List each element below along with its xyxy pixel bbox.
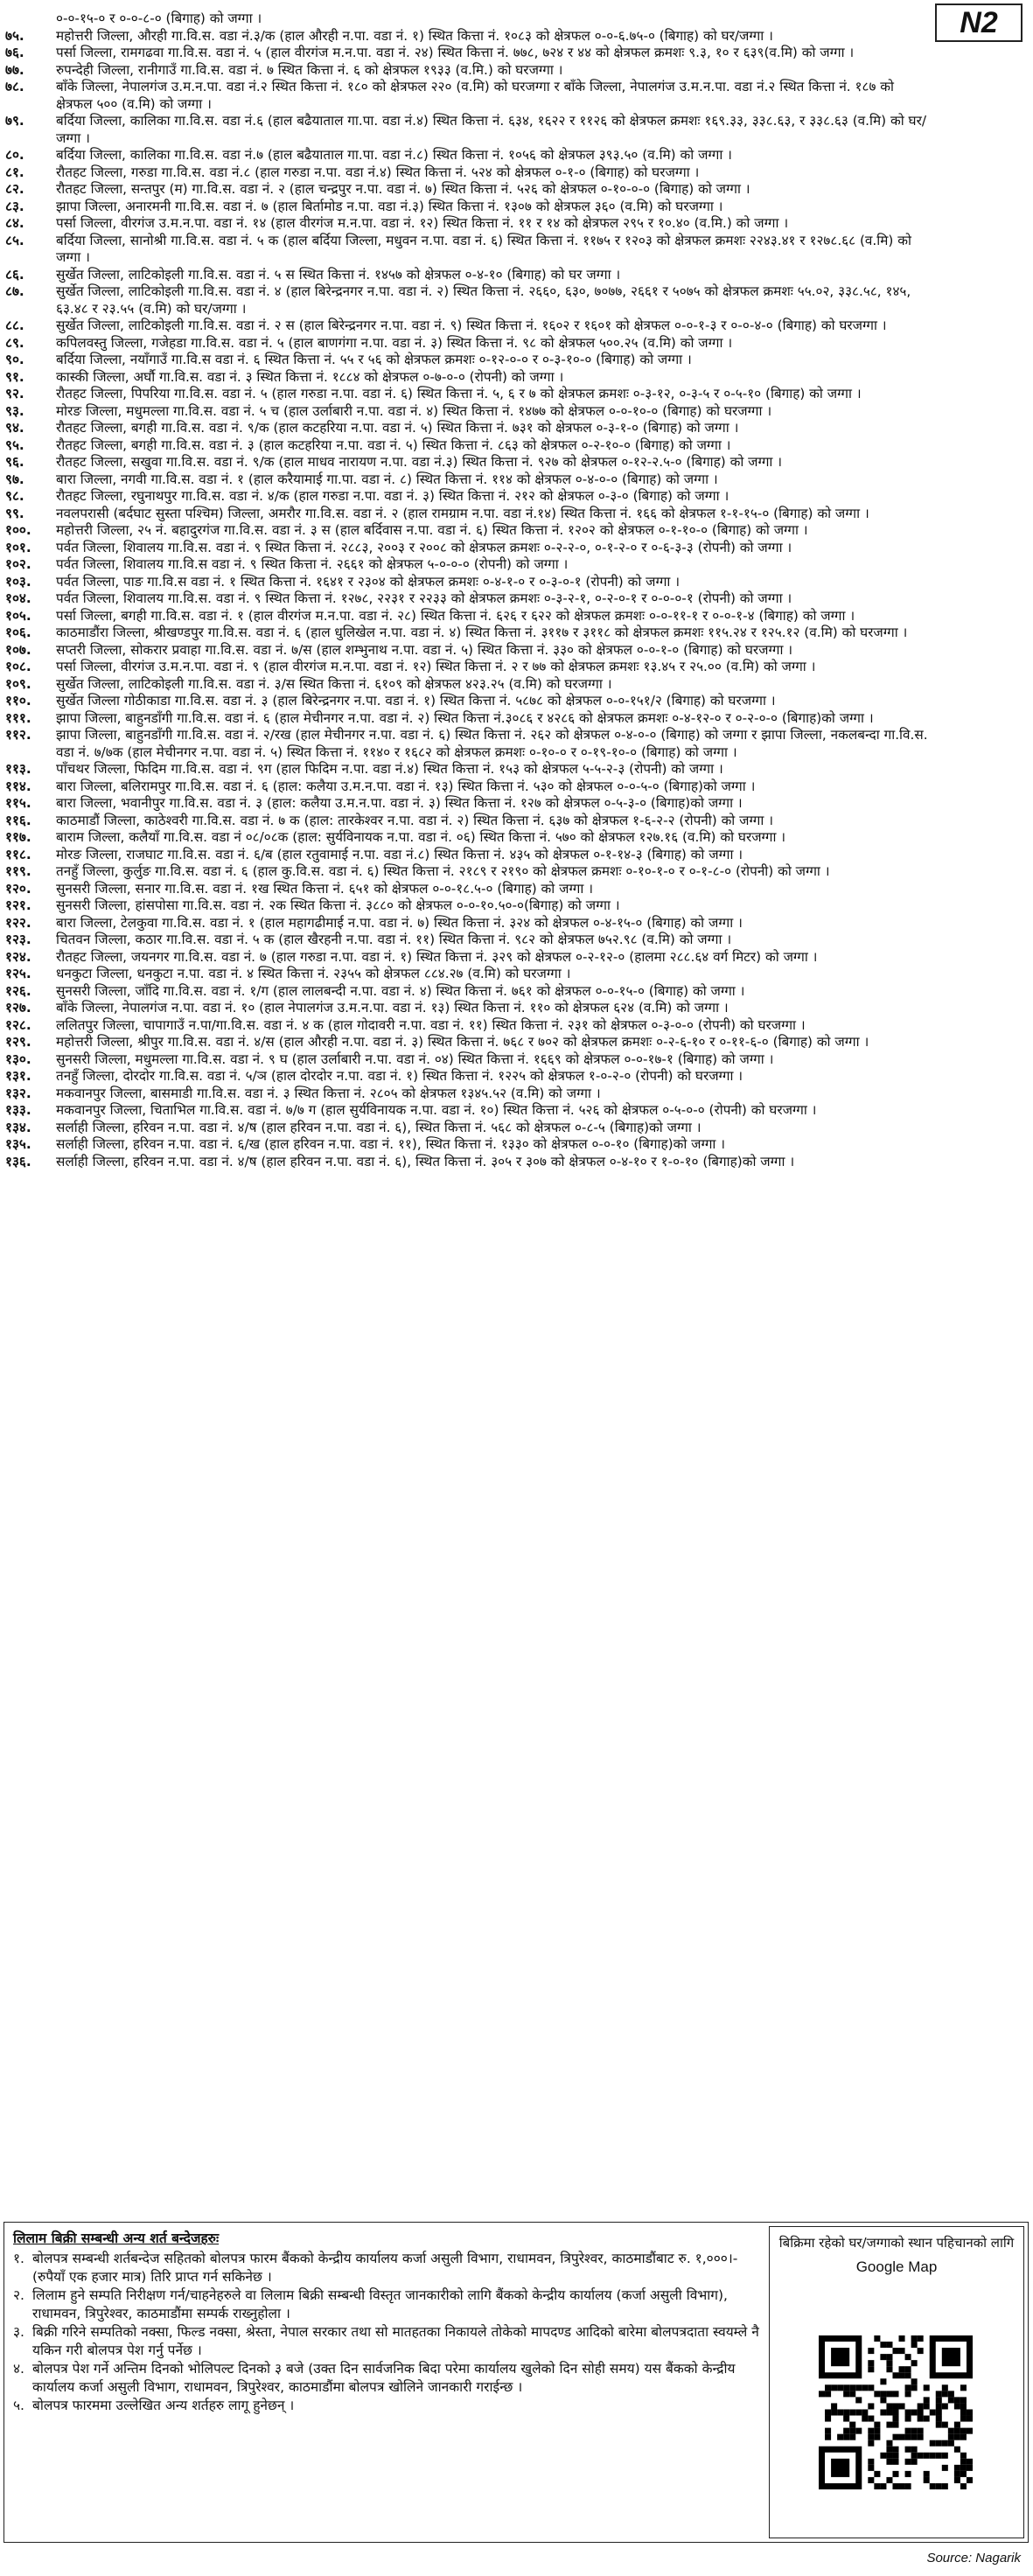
item-number: ८२.: [5, 181, 24, 197]
item-number: १२५.: [5, 966, 31, 981]
terms-box: [3, 2222, 1029, 2543]
item-text: सर्लाही जिल्ला, हरिवन न.पा. वडा नं. ४/ष (हाल हरिवन न.पा. वडा नं. ६), स्थित कित्ता नं. ५६८ को क्षेत्रफल ०-८-५ (बिगाह)को जग्गा ।: [56, 1119, 701, 1135]
list-item: [5, 897, 932, 915]
term-item: [13, 2397, 765, 2415]
item-number: [5, 10, 56, 28]
list-item: [5, 471, 932, 489]
item-text: बर्दिया जिल्ला, कालिका गा.वि.स. वडा नं.७ (हाल बढैयाताल गा.पा. वडा नं.८) स्थित कित्ता नं. १०५६ को क्षेत्रफल ३९३.५० (व.मि) को जग्गा ।: [56, 147, 732, 163]
item-number: ९९.: [5, 505, 24, 521]
item-number: ९७.: [5, 471, 24, 487]
item-number: १३१.: [5, 1068, 31, 1084]
list-item: [5, 949, 932, 967]
item-text: सुर्खेत जिल्ला, लाटिकोइली गा.वि.स. वडा नं. २ स (हाल बिरेन्द्रनगर न.पा. वडा नं. ९) स्थित कित्ता नं. १६०२ र १६०१ को क्षेत्रफल ०-०-१-३ र ०-०-४-० (बिगाह) को घरजग्गा ।: [56, 318, 887, 333]
list-item: [5, 983, 932, 1001]
list-item: [5, 881, 932, 898]
item-text: रौतहट जिल्ला, जयनगर गा.वि.स. वडा नं. ७ (हाल गरुडा न.पा. वडा नं. १) स्थित कित्ता नं. ३२९ को क्षेत्रफल ०-२-१२-० (हालमा २८८.६४ वर्ग मिटर) को जग्गा ।: [56, 948, 818, 965]
item-number: ७९.: [5, 113, 24, 129]
item-number: १३२.: [5, 1085, 31, 1101]
list-item: [5, 1120, 932, 1137]
item-text: मोरङ जिल्ला, मधुमल्ला गा.वि.स. वडा नं. ५ च (हाल उर्लाबारी न.पा. वडा नं. ४) स्थित कित्ता नं. १४७७ को क्षेत्रफल ०-०-१०-० (बिगाह) को घरजग्गा ।: [56, 402, 772, 419]
list-item: [5, 693, 932, 710]
item-number: ८९.: [5, 334, 24, 351]
item-number: ८४.: [5, 215, 24, 231]
list-item: [5, 590, 932, 608]
item-text: बर्दिया जिल्ला, नयाँगाउँ गा.वि.स वडा नं. ६ स्थित कित्ता नं. ५५ र ५६ को क्षेत्रफल क्रमशः ०-१२-०-० र ०-३-१०-० (बिगाह) को जग्गा ।: [56, 352, 692, 367]
item-text: रौतहट जिल्ला, रघुनाथपुर गा.वि.स. वडा नं. ४/क (हाल गरुडा न.पा. वडा नं. ३) स्थित कित्ता नं. २१२ को क्षेत्रफल ०-३-० (बिगाह) को जग्गा ।: [56, 488, 729, 504]
item-text: झापा जिल्ला, बाहुनडाँगी गा.वि.स. वडा नं. ६ (हाल मेचीनगर न.पा. वडा नं. २) स्थित कित्ता नं.३०८६ र ४२८६ को क्षेत्रफल क्रमशः ०-४-१२-० र ०-२-०-० (बिगाह)को जग्गा ।: [56, 709, 874, 726]
item-text: बाराम जिल्ला, कलैयाँ गा.वि.स. वडा नं ०८/०८क (हाल: सुर्यविनायक न.पा. वडा नं. ०६) स्थित कित्ता नं. ५७० को क्षेत्रफल १२७.१६ (व.मि) को घरजग्गा ।: [56, 829, 786, 845]
item-text: सुर्खेत जिल्ला गोठीकाडा गा.वि.स. वडा नं. ३ (हाल बिरेन्द्रनगर न.पा. वडा नं. १) स्थित कित्ता नं. ५८७८ को क्षेत्रफल ०-०-१५१/२ (बिगाह) को घरजग्गा ।: [56, 693, 776, 709]
item-text: बारा जिल्ला, नगवी गा.वि.स. वडा नं. १ (हाल करैयामाई गा.पा. वडा नं. ८) स्थित कित्ता नं. ११४ को क्षेत्रफल ०-४-०-० (बिगाह) को जग्गा ।: [56, 471, 718, 487]
item-text: रौतहट जिल्ला, गरुडा गा.वि.स. वडा नं.८ (हाल गरुडा न.पा. वडा नं.४) स्थित कित्ता नं. ५२४ को क्षेत्रफल ०-१-० (बिगाह) को घरजग्गा ।: [56, 164, 700, 180]
item-text: धनकुटा जिल्ला, धनकुटा न.पा. वडा नं. ४ स्थित कित्ता नं. २३५५ को क्षेत्रफल ८८४.२७ (व.मि) को घरजग्गा ।: [56, 966, 571, 981]
list-item: [5, 1051, 932, 1069]
page-badge: N2: [935, 3, 1023, 42]
item-text: पर्सा जिल्ला, बगही गा.वि.स. वडा नं. १ (हाल वीरगंज म.न.पा. वडा नं. २८) स्थित कित्ता नं. ६२६ र ६२२ को क्षेत्रफल क्रमशः ०-०-११-१ र ०-०-१-४ (बिगाह) को जग्गा ।: [56, 607, 855, 624]
item-number: १३४.: [5, 1119, 31, 1135]
terms-list: [13, 2250, 765, 2415]
list-item: [5, 540, 932, 557]
term-number: २.: [13, 2287, 24, 2303]
term-number: ४.: [13, 2361, 24, 2377]
item-number: १२८.: [5, 1016, 31, 1033]
item-number: १००.: [5, 522, 31, 538]
qr-code-icon[interactable]: [819, 2335, 973, 2489]
list-item: [5, 506, 932, 523]
list-item: [5, 847, 932, 864]
list-item: [5, 199, 932, 216]
item-number: १११.: [5, 709, 31, 726]
list-item: [5, 710, 932, 728]
list-item: [5, 215, 932, 233]
term-item: [13, 2286, 765, 2323]
item-number: ११२.: [5, 727, 31, 743]
item-number: १०२.: [5, 556, 31, 572]
list-item: [5, 181, 932, 199]
item-number: ८१.: [5, 164, 24, 180]
item-text: कपिलवस्तु जिल्ला, गजेहडा गा.वि.स. वडा नं. ५ (हाल बाणगंगा न.पा. वडा नं. ३) स्थित कित्ता नं. ९८ को क्षेत्रफल ५००.२५ (व.मि) को जग्गा ।: [56, 334, 733, 351]
item-text: रौतहट जिल्ला, बगही गा.वि.स. वडा नं. ९/क (हाल कटहरिया न.पा. वडा नं. ५) स्थित कित्ता नं. ७३१ को क्षेत्रफल ०-३-१-० (बिगाह) को जग्गा ।: [56, 420, 739, 436]
list-item: [5, 829, 932, 847]
item-number: ११०.: [5, 693, 31, 709]
item-number: ७७.: [5, 61, 24, 78]
item-text: रौतहट जिल्ला, सन्तपुर (म) गा.वि.स. वडा नं. २ (हाल चन्द्रपुर न.पा. वडा नं. ७) स्थित कित्ता नं. ५२६ को क्षेत्रफल ०-१०-०-० (बिगाह) को जग्गा ।: [56, 181, 750, 197]
item-text: रौतहट जिल्ला, बगही गा.वि.स. वडा नं. ३ (हाल कटहरिया न.पा. वडा नं. ५) स्थित कित्ता नं. ८६३ को क्षेत्रफल ०-२-१०-० (बिगाह) को जग्गा ।: [56, 436, 731, 453]
term-text: बोलपत्र पेश गर्ने अन्तिम दिनको भोलिपल्ट दिनको ३ बजे (उक्त दिन सार्वजनिक बिदा परेमा कार्यालय खुलेको दिन सोही समय) यस बैंकको केन्द्रीय कार्यालय कर्जा असुली विभाग, राधामवन, त्रिपुरेश्वर, काठमाडौंमा बोलपत्र खोलिने जानकारी गराईन्छ ।: [32, 2361, 736, 2395]
item-text: सुर्खेत जिल्ला, लाटिकोइली गा.वि.स. वडा नं. ५ स स्थित कित्ता नं. १४५७ को क्षेत्रफल ०-४-१० (बिगाह) को घर जग्गा ।: [56, 266, 621, 283]
item-text: पर्वत जिल्ला, पाङ गा.वि.स वडा नं. १ स्थित कित्ता नं. १६४१ र २३०४ को क्षेत्रफल क्रमशः ०-४-१-० र ०-३-०-१ (रोपनी) को जग्गा ।: [56, 573, 681, 590]
list-item: [5, 1017, 932, 1035]
list-item: [5, 761, 932, 778]
item-text: सुर्खेत जिल्ला, लाटिकोइली गा.वि.स. वडा नं. ३/स स्थित कित्ता नं. ६१०९ को क्षेत्रफल ४२३.२५ (व.मि) को घरजग्गा ।: [56, 675, 612, 692]
list-item: [5, 335, 932, 353]
item-number: १३०.: [5, 1051, 31, 1067]
terms-title: लिलाम बिक्री सम्बन्धी अन्य शर्त बन्देजहरुः: [13, 2230, 220, 2246]
item-text: नवलपरासी (बर्दघाट सुस्ता पश्चिम) जिल्ला, अमरौर गा.वि.स. वडा नं. २ (हाल रामग्राम न.पा. वडा नं.१४) स्थित कित्ता नं. १६६ को क्षेत्रफल १-१-१५-० (बिगाह) को जग्गा ।: [56, 505, 869, 521]
list-item: [5, 1034, 932, 1051]
item-text: तनहुँ जिल्ला, दोरदोर गा.वि.स. वडा नं. ५/ञ (हाल दोरदोर न.पा. वडा नं. १) स्थित कित्ता नं. १२२५ को क्षेत्रफल १-०-२-० (रोपनी) को घरजग्गा ।: [56, 1068, 743, 1084]
term-number: १.: [13, 2251, 24, 2266]
list-item: [5, 1136, 932, 1154]
item-text: मोरङ जिल्ला, राजघाट गा.वि.स. वडा नं. ६/ब (हाल रतुवामाई न.पा. वडा नं.८) स्थित कित्ता नं. ४३५ को क्षेत्रफल ०-१-१४-३ (बिगाह) को जग्गा ।: [56, 846, 743, 862]
qr-instruction: बिक्रिमा रहेको घर/जग्गाको स्थान पहिचानको लागि: [778, 2235, 1015, 2251]
term-text: बोलपत्र सम्बन्धी शर्तबन्देज सहितको बोलपत्र फारम बैंकको केन्द्रीय कार्यालय कर्जा असुली विभाग, राधामवन, त्रिपुरेश्वर, काठमाडौंबाट रु. १,०००।- (रुपैयाँ एक हजार मात्र) तिरि प्राप्त गर्न सकिनेछ ।: [32, 2251, 738, 2285]
item-text: सुनसरी जिल्ला, जाँदि गा.वि.स. वडा नं. १/ग (हाल लालबन्दी न.पा. वडा नं. ४) स्थित कित्ता नं. ७६१ को क्षेत्रफल ०-०-१५-० (बिगाह) को जग्गा ।: [56, 982, 745, 999]
item-number: १३३.: [5, 1102, 31, 1118]
item-text: सप्तरी जिल्ला, सोकरार प्रवाहा गा.वि.स. वडा नं. ७/स (हाल शम्भुनाथ न.पा. वडा नं. ५) स्थित कित्ता नं. ३३० को क्षेत्रफल ०-०-१-० (बिगाह) को घरजग्गा ।: [56, 641, 793, 658]
item-number: ९४.: [5, 420, 24, 436]
item-text: काठमाडौंरा जिल्ला, श्रीखण्डपुर गा.वि.स. वडा नं. ६ (हाल धुलिखेल न.पा. वडा नं. ४) स्थित कित्ता नं. ३११७ र ३११८ को क्षेत्रफल क्रमशः ११५.२४ र १२५.१२ (व.मि) को घरजग्गा ।: [56, 625, 908, 640]
item-text: सर्लाही जिल्ला, हरिवन न.पा. वडा नं. ४/ष (हाल हरिवन न.पा. वडा नं. ६), स्थित कित्ता नं. ३०५ र ३०७ को क्षेत्रफल ०-४-१० र १-०-१० (बिगाह)को जग्गा ।: [56, 1153, 795, 1169]
list-item: [5, 386, 932, 403]
item-text: बाँके जिल्ला, नेपालगंज न.पा. वडा नं. १० (हाल नेपालगंज उ.म.न.पा. वडा नं. १३) स्थित कित्ता नं. ११० को क्षेत्रफल ६२४ (व.मि) को जग्गा ।: [56, 1000, 729, 1016]
item-number: ८७.: [5, 283, 24, 299]
item-number: ७८.: [5, 79, 24, 94]
item-text: बर्दिया जिल्ला, सानोश्री गा.वि.स. वडा नं. ५ क (हाल बर्दिया जिल्ला, मधुवन न.पा. वडा नं. ६) स्थित कित्ता नं. ११७५ र १२०३ को क्षेत्रफल क्रमशः २२४३.४१ र १२७८.६८ (व.मि) को जग्गा ।: [56, 232, 911, 265]
item-number: १०९.: [5, 675, 31, 692]
item-number: ११४.: [5, 778, 31, 794]
list-item: [5, 437, 932, 455]
item-text: तनहुँ जिल्ला, कुर्लुङ गा.वि.स. वडा नं. ६ (हाल कु.वि.स. वडा नं. ६) स्थित कित्ता नं. २१८९ र २१९० को क्षेत्रफल क्रमशः ०-१०-१-० र ०-१-८-० (रोपनी) को जग्गा ।: [56, 863, 830, 879]
item-number: ९१.: [5, 368, 24, 385]
item-number: १०५.: [5, 607, 31, 624]
item-number: ११६.: [5, 812, 31, 828]
list-item: [5, 915, 932, 932]
item-number: १०८.: [5, 659, 31, 674]
item-text: मकवानपुर जिल्ला, बासमाडी गा.वि.स. वडा नं. ३ स्थित कित्ता नं. २८०५ को क्षेत्रफल १३४५.५२ (व.मि) को जग्गा ।: [56, 1085, 601, 1101]
item-text: बर्दिया जिल्ला, कालिका गा.वि.स. वडा नं.६ (हाल बढैयाताल गा.पा. वडा नं.४) स्थित कित्ता नं. ६३४, १६२२ र ११२६ को क्षेत्रफल क्रमशः १६९.३३, ३३८.६३, र ३३८.६३ (व.मि) को घर/जग्गा ।: [56, 113, 927, 146]
list-item: [5, 369, 932, 387]
list-item: [5, 608, 932, 625]
item-number: ८६.: [5, 266, 24, 283]
list-item: [5, 10, 932, 28]
item-text: रौतहट जिल्ला, सखुवा गा.वि.स. वडा नं. ९/क (हाल माधव नारायण न.पा. वडा नं.३) स्थित कित्ता नं. ९२७ को क्षेत्रफल ०-१२-२.५-० (बिगाह) को जग्गा ।: [56, 454, 783, 470]
source-credit: Source: Nagarik: [926, 2551, 1021, 2566]
qr-panel: [769, 2226, 1024, 2538]
list-item: [5, 522, 932, 540]
item-text: पर्सा जिल्ला, वीरगंज उ.म.न.पा. वडा नं. ९ (हाल वीरगंज म.न.पा. वडा नं. १२) स्थित कित्ता नं. २ र ७७ को क्षेत्रफल क्रमशः १३.४५ र २५.०० (व.मि) को जग्गा ।: [56, 659, 816, 674]
item-text: बारा जिल्ला, बलिरामपुर गा.वि.स. वडा नं. ६ (हाल: कलैया उ.म.न.पा. वडा नं. १३) स्थित कित्ता नं. ५३० को क्षेत्रफल ०-०-५-० (बिगाह)को जग्गा ।: [56, 778, 756, 794]
item-text: पाँचथर जिल्ला, फिदिम गा.वि.स. वडा नं. ९ग (हाल फिदिम न.पा. वडा नं.४) स्थित कित्ता नं. १५३ को क्षेत्रफल ५-५-२-३ (रोपनी) को जग्गा ।: [56, 761, 723, 777]
item-text: पर्सा जिल्ला, रामगढवा गा.वि.स. वडा नं. ५ (हाल वीरगंज म.न.पा. वडा नं. २४) स्थित कित्ता नं. ७७८, ७२४ र ४४ को क्षेत्रफल क्रमशः ९.३, १० र ६३९(व.मि) को जग्गा ।: [56, 45, 855, 60]
list-item: [5, 727, 932, 761]
list-item: [5, 403, 932, 421]
list-item: [5, 113, 932, 147]
item-text: सुर्खेत जिल्ला, लाटिकोइली गा.वि.स. वडा नं. ४ (हाल बिरेन्द्रनगर न.पा. वडा नं. २) स्थित कित्ता नं. २६६०, ६३०, ७०७७, २६६१ र ५०७५ को क्षेत्रफल क्रमशः ५५.०२, ३३८.५८, १४५, ६३.४८ र २३.५५ (व.मि) को घर/जग्गा ।: [56, 283, 911, 317]
item-text: झापा जिल्ला, बाहुनडाँगी गा.वि.स. वडा नं. २/रख (हाल मेचीनगर न.पा. वडा नं. ६) स्थित कित्ता नं. २६२ को क्षेत्रफल ०-४-०-० (बिगाह) को जग्गा र झापा जिल्ला, नकलबन्दा गा.वि.स. वडा नं. ७/७क (हाल मेचीनगर न.पा. वडा नं. ५) स्थित कित्ता नं. ११४० र १६८२ को क्षेत्रफल क्रमशः ०-१०-० र ०-१९-१०-० (बिगाह) को जग्गा ।: [56, 727, 928, 760]
item-number: १२४.: [5, 948, 31, 965]
term-text: बिक्री गरिने सम्पतिको नक्सा, फिल्ड नक्सा, श्रेस्ता, नेपाल सरकार तथा सो मातहतका निकायले तोकेको मापदण्ड आदिको बारेमा बोलपत्रदाता स्वयम्ले नै यकिन गरी बोलपत्र पेश गर्नु पर्नेछ ।: [32, 2324, 759, 2358]
list-item: [5, 556, 932, 574]
item-number: ९६.: [5, 454, 24, 470]
item-text: चितवन जिल्ला, कठार गा.वि.स. वडा नं. ५ क (हाल खैरहनी न.पा. वडा नं. ११) स्थित कित्ता नं. ९८२ को क्षेत्रफल ७५२.९८ (व.मि) को जग्गा ।: [56, 932, 732, 947]
item-number: ९३.: [5, 402, 24, 419]
item-number: ८३.: [5, 198, 24, 214]
item-text: रुपन्देही जिल्ला, रानीगाउँ गा.वि.स. वडा नं. ७ स्थित कित्ता नं. ६ को क्षेत्रफल १९३३ (व.मि.) को घरजग्गा ।: [56, 61, 563, 78]
list-item: [5, 283, 932, 318]
item-number: ७६.: [5, 45, 24, 60]
item-number: १२६.: [5, 982, 31, 999]
item-number: ८०.: [5, 147, 24, 163]
term-number: ५.: [13, 2398, 24, 2413]
item-number: ८८.: [5, 318, 24, 333]
list-item: [5, 79, 932, 113]
list-item: [5, 164, 932, 182]
item-text: सुनसरी जिल्ला, सनार गा.वि.स. वडा नं. १ख स्थित कित्ता नं. ६५१ को क्षेत्रफल ०-०-१८.५-० (बिगाह) को जग्गा ।: [56, 880, 593, 897]
list-item: [5, 45, 932, 62]
item-text: महोत्तरी जिल्ला, २५ नं. बहादुरगंज गा.वि.स. वडा नं. ३ स (हाल बर्दिवास न.पा. वडा नं. ६) स्थित कित्ता नं. १२०२ को क्षेत्रफल ०-१-१०-० (बिगाह) को जग्गा ।: [56, 522, 808, 538]
item-text: झापा जिल्ला, अनारमनी गा.वि.स. वडा नं. ७ (हाल बिर्तामोड न.पा. वडा नं.३) स्थित कित्ता नं. १३०७ को क्षेत्रफल ३६० (व.मि) को घरजग्गा ।: [56, 198, 723, 214]
list-item: [5, 642, 932, 660]
list-item: [5, 28, 932, 45]
item-number: १२०.: [5, 880, 31, 897]
item-number: १०६.: [5, 625, 31, 640]
item-number: ११८.: [5, 846, 31, 862]
term-item: [13, 2360, 765, 2397]
item-number: ९२.: [5, 386, 24, 401]
item-number: १०१.: [5, 539, 31, 555]
list-item: [5, 659, 932, 676]
item-number: १२७.: [5, 1000, 31, 1016]
item-number: १२१.: [5, 897, 31, 913]
item-text: महोत्तरी जिल्ला, श्रीपुर गा.वि.स. वडा नं. ४/स (हाल औरही न.पा. वडा नं. ३) स्थित कित्ता नं. ७६८ र ७०२ को क्षेत्रफल क्रमशः ०-२-६-१० र ०-११-६-० (बिगाह) को जग्गा ।: [56, 1034, 869, 1050]
list-item: [5, 318, 932, 335]
item-number: १३५.: [5, 1136, 31, 1152]
term-item: [13, 2323, 765, 2360]
item-text: बाँके जिल्ला, नेपालगंज उ.म.न.पा. वडा नं.२ स्थित कित्ता नं. १८० को क्षेत्रफल २२० (व.मि) को घरजग्गा र बाँके जिल्ला, नेपालगंज उ.म.न.पा. वडा नं.२ स्थित कित्ता नं. १८७ को क्षेत्रफल ५०० (व.मि) को जग्गा ।: [56, 79, 894, 112]
list-item: [5, 267, 932, 284]
list-item: [5, 966, 932, 983]
list-item: [5, 1102, 932, 1120]
list-item: [5, 1086, 932, 1103]
item-number: १२३.: [5, 932, 31, 947]
list-item: [5, 625, 932, 642]
item-text: बारा जिल्ला, भवानीपुर गा.वि.स. वडा नं. ३ (हाल: कलैया उ.म.न.पा. वडा नं. ३) स्थित कित्ता नं. १२७ को क्षेत्रफल ०-५-३-० (बिगाह)को जग्गा ।: [56, 795, 743, 811]
list-item: [5, 62, 932, 80]
item-number: ११५.: [5, 795, 31, 811]
item-text: महोत्तरी जिल्ला, औरही गा.वि.स. वडा नं.३/क (हाल औरही न.पा. वडा नं. १) स्थित कित्ता नं. १०८३ को क्षेत्रफल ०-०-६.७५-० (बिगाह) को घर/जग्गा ।: [56, 27, 773, 44]
item-number: ७५.: [5, 27, 24, 44]
term-item: [13, 2250, 765, 2286]
list-item: [5, 233, 932, 267]
item-number: ११३.: [5, 761, 31, 777]
list-item: [5, 1068, 932, 1086]
item-number: ११९.: [5, 863, 31, 879]
list-item: [5, 813, 932, 830]
item-number: १२२.: [5, 914, 31, 931]
list-item: [5, 488, 932, 506]
list-item: [5, 420, 932, 437]
list-item: [5, 454, 932, 471]
list-item: [5, 352, 932, 369]
item-text: पर्वत जिल्ला, शिवालय गा.वि.स. वडा नं. ९ स्थित कित्ता नं. २८८३, २००३ र २००८ को क्षेत्रफल क्रमशः ०-२-२-०, ०-१-२-० र ०-६-३-३ (रोपनी) को जग्गा ।: [56, 539, 792, 555]
item-text: काठमाडौं जिल्ला, काठेश्वरी गा.वि.स. वडा नं. ७ क (हाल: तारकेश्वर न.पा. वडा नं. २) स्थित कित्ता नं. ६३७ को क्षेत्रफल १-६-२-२ (रोपनी) को जग्गा ।: [56, 812, 774, 828]
item-number: ८५.: [5, 232, 24, 248]
item-text: रौतहट जिल्ला, पिपरिया गा.वि.स. वडा नं. ५ (हाल गरुडा न.पा. वडा नं. ६) स्थित कित्ता नं. ५, ६ र ७ को क्षेत्रफल क्रमशः ०-३-१२, ०-३-५ र ०-५-१० (बिगाह) को जग्गा ।: [56, 386, 862, 401]
list-item: [5, 778, 932, 796]
item-number: ९०.: [5, 352, 24, 367]
term-text: बोलपत्र फारममा उल्लेखित अन्य शर्तहरु लागू हुनेछन् ।: [32, 2398, 295, 2413]
list-item: [5, 795, 932, 813]
term-text: लिलाम हुने सम्पति निरीक्षण गर्न/चाहनेहरुले वा लिलाम बिक्री सम्बन्धी विस्तृत जानकारीको लागि बैंकको केन्द्रीय कार्यालय (कर्जा असुली विभाग), राधामवन, त्रिपुरेश्वर, काठमाडौंमा सम्पर्क राख्नुहोला ।: [32, 2287, 728, 2321]
list-item: [5, 676, 932, 694]
item-number: १०३.: [5, 573, 31, 590]
item-text: कास्की जिल्ला, अर्घौ गा.वि.स. वडा नं. ३ स्थित कित्ता नं. १८८४ को क्षेत्रफल ०-७-०-० (रोपनी) को जग्गा ।: [56, 368, 564, 385]
item-text: सुनसरी जिल्ला, हांसपोसा गा.वि.स. वडा नं. २क स्थित कित्ता नं. ३८८० को क्षेत्रफल ०-०-१०.५०-०(बिगाह) को जग्गा ।: [56, 897, 620, 913]
list-item: [5, 932, 932, 949]
item-number: ११७.: [5, 829, 31, 845]
list-item: [5, 147, 932, 164]
item-number: १०४.: [5, 590, 31, 606]
item-number: १३६.: [5, 1153, 31, 1169]
item-text: मकवानपुर जिल्ला, चिताभिल गा.वि.स. वडा नं. ७/७ ग (हाल सुर्यविनायक न.पा. वडा नं. १०) स्थित कित्ता नं. ५२६ को क्षेत्रफल ०-५-०-० (रोपनी) को घरजग्गा ।: [56, 1102, 817, 1118]
item-text: सर्लाही जिल्ला, हरिवन न.पा. वडा नं. ६/ख (हाल हरिवन न.पा. वडा नं. ११), स्थित कित्ता नं. १३३० को क्षेत्रफल ०-०-१० (बिगाह)को जग्गा ।: [56, 1136, 726, 1152]
item-text: ०-०-१५-० र ०-०-८-० (बिगाह) को जग्गा ।: [56, 10, 262, 26]
item-number: ९८.: [5, 488, 24, 504]
item-text: पर्वत जिल्ला, शिवालय गा.वि.स. वडा नं. ९ स्थित कित्ता नं. १२७८, २२३१ र २२३३ को क्षेत्रफल क्रमशः ०-३-२-१, ०-२-०-१ र ०-०-०-१ (रोपनी) को जग्गा ।: [56, 590, 792, 606]
list-item: [5, 1154, 932, 1171]
term-number: ३.: [13, 2324, 24, 2340]
list-item: [5, 1000, 932, 1017]
item-text: ललितपुर जिल्ला, चापागाउँ न.पा/गा.वि.स. वडा नं. ४ क (हाल गोदावरी न.पा. वडा नं. ११) स्थित कित्ता नं. २३१ को क्षेत्रफल ०-३-०-० (रोपनी) को घरजग्गा ।: [56, 1016, 806, 1033]
qr-label: Google Map: [855, 2258, 938, 2275]
item-number: १०७.: [5, 641, 31, 658]
list-item: [5, 863, 932, 881]
terms-section: [13, 2230, 765, 2415]
item-number: ९५.: [5, 436, 24, 453]
item-text: पर्वत जिल्ला, शिवालय गा.वि.स वडा नं. ९ स्थित कित्ता नं. २६६१ को क्षेत्रफल ५-०-०-० (रोपनी) को जग्गा ।: [56, 556, 569, 572]
item-text: बारा जिल्ला, टेलकुवा गा.वि.स. वडा नं. १ (हाल महागढीमाई न.पा. वडा नं. ७) स्थित कित्ता नं. ३२४ को क्षेत्रफल ०-४-१५-० (बिगाह) को जग्गा ।: [56, 914, 743, 931]
item-text: पर्सा जिल्ला, वीरगंज उ.म.न.पा. वडा नं. १४ (हाल वीरगंज म.न.पा. वडा नं. १२) स्थित कित्ता नं. ११ र १४ को क्षेत्रफल २९५ र १०.४० (व.मि.) को जग्गा ।: [56, 215, 789, 231]
item-number: १२९.: [5, 1034, 31, 1050]
list-item: [5, 574, 932, 591]
item-text: सुनसरी जिल्ला, मधुमल्ला गा.वि.स. वडा नं. ९ घ (हाल उर्लाबारी न.पा. वडा नं. ०४) स्थित कित्ता नं. १६६९ को क्षेत्रफल ०-०-१७-१ (बिगाह) को जग्गा ।: [56, 1051, 774, 1067]
property-list: [5, 10, 932, 1170]
